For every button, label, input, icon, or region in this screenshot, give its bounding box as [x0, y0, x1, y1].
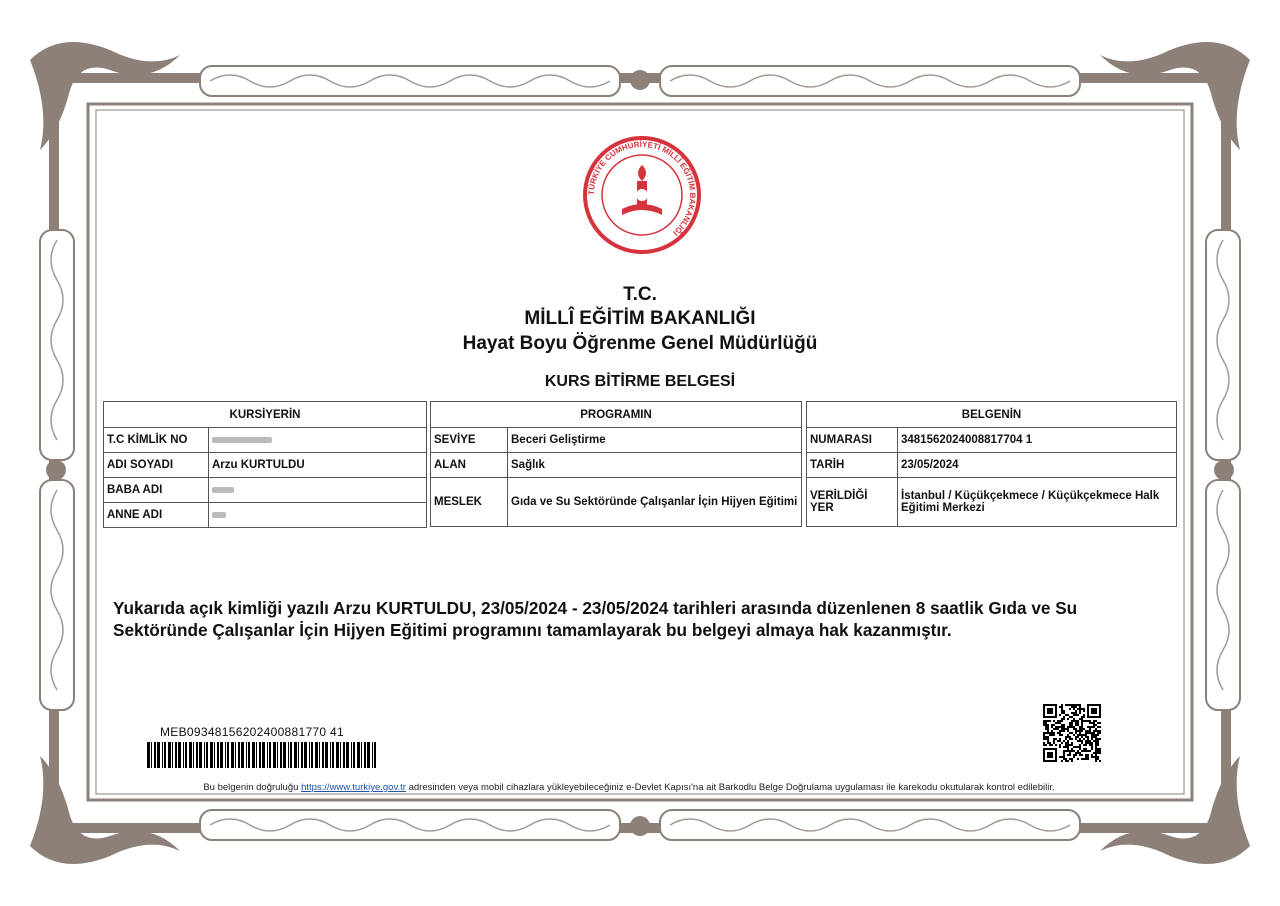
barcode-number: MEB09348156202400881770 41	[160, 725, 344, 739]
table-row	[807, 428, 1177, 453]
value-mother-name	[209, 503, 427, 528]
certificate-table	[806, 401, 1177, 527]
label-father-name: BABA ADI	[104, 478, 209, 503]
ministry-seal-logo	[582, 135, 702, 255]
value-occupation: Gıda ve Su Sektöründe Çalışanlar İçin Hijyen Eğitimi	[508, 478, 802, 527]
turkiye-gov-link[interactable]: https://www.turkiye.gov.tr	[301, 782, 406, 793]
label-tc-no: T.C KİMLİK NO	[104, 428, 209, 453]
table-row	[104, 453, 427, 478]
header-ministry: MİLLÎ EĞİTİM BAKANLIĞI	[524, 308, 756, 329]
label-occupation: MESLEK	[431, 478, 508, 527]
certificate-statement: Yukarıda açık kimliği yazılı Arzu KURTULDU, 23/05/2024 - 23/05/2024 tarihleri arasında düzenlenen 8 saatlik Gıda ve Su Sektöründe Çalışanlar İçin Hijyen Eğitimi programını tamamlayarak bu belgeyi almaya hak kazanmıştır.	[113, 598, 1078, 640]
program-table-header: PROGRAMIN	[431, 402, 802, 428]
value-number: 3481562024008817704 1	[898, 428, 1177, 453]
redacted-value	[212, 512, 226, 518]
value-tc-no	[209, 428, 427, 453]
barcode-image	[147, 742, 379, 768]
trainee-table-header: KURSİYERİN	[104, 402, 427, 428]
value-field: Sağlık	[508, 453, 802, 478]
header-directorate: Hayat Boyu Öğrenme Genel Müdürlüğü	[462, 333, 818, 354]
table-row	[104, 478, 427, 503]
table-row	[104, 428, 427, 453]
table-row	[807, 478, 1177, 527]
label-issue-place: VERİLDİĞİ YER	[807, 478, 898, 527]
table-row	[431, 428, 802, 453]
value-date: 23/05/2024	[898, 453, 1177, 478]
label-number: NUMARASI	[807, 428, 898, 453]
redacted-value	[212, 437, 272, 443]
table-row	[431, 453, 802, 478]
verification-footer	[0, 782, 1258, 793]
value-father-name	[209, 478, 427, 503]
label-level: SEVİYE	[431, 428, 508, 453]
label-name: ADI SOYADI	[104, 453, 209, 478]
table-row	[104, 503, 427, 528]
certificate-table-header: BELGENİN	[807, 402, 1177, 428]
svg-text:TÜRKİYE CUMHURİYETİ MİLLÎ EĞİT: TÜRKİYE CUMHURİYETİ MİLLÎ EĞİTİM BAKANLIĞI	[586, 139, 698, 238]
value-name: Arzu KURTULDU	[209, 453, 427, 478]
trainee-table	[103, 401, 427, 528]
qr-code-image	[1043, 704, 1101, 762]
program-table	[430, 401, 802, 527]
value-level: Beceri Geliştirme	[508, 428, 802, 453]
redacted-value	[212, 487, 234, 493]
footer-prefix: Bu belgenin doğruluğu	[203, 782, 299, 793]
value-issue-place: İstanbul / Küçükçekmece / Küçükçekmece Halk Eğitimi Merkezi	[898, 478, 1177, 527]
header-tc: T.C.	[623, 284, 657, 305]
label-date: TARİH	[807, 453, 898, 478]
table-row	[807, 453, 1177, 478]
table-row	[431, 478, 802, 527]
label-mother-name: ANNE ADI	[104, 503, 209, 528]
footer-suffix: adresinden veya mobil cihazlara yükleyebileceğiniz e-Devlet Kapısı'na ait Barkodlu Belge Doğrulama uygulaması ile karekodu okutularak kontrol edilebilir.	[408, 782, 1055, 793]
document-title: KURS BİTİRME BELGESİ	[544, 373, 736, 390]
label-field: ALAN	[431, 453, 508, 478]
